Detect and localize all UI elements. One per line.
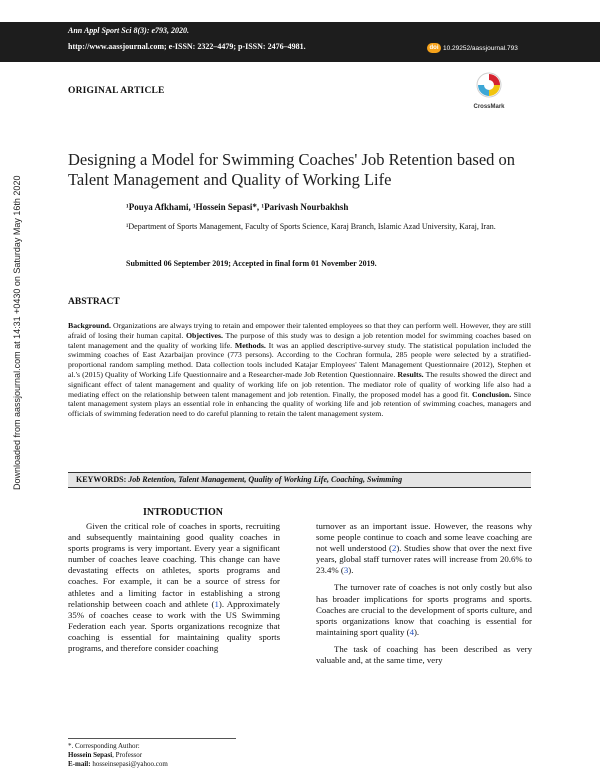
crossmark-icon xyxy=(476,72,502,98)
email-address[interactable]: hosseinsepasi@yahoo.com xyxy=(90,760,168,768)
doi-text[interactable]: 10.29252/aassjournal.793 xyxy=(443,44,518,52)
conclusion-text: Since talent management system plays an essential role in enhancing the quality of working life and job retention of swimming coaches, managers and officials of swimming federation need to do careful planning to retain the talent management system. xyxy=(68,389,531,419)
abstract-heading: ABSTRACT xyxy=(68,297,120,307)
paragraph-text: ). Approximately 35% of coaches cease to work with the US Swimming Federation each year. Sports organizations recognize that coaching is essential for maintaining quality sports programs, and therefore consider coaching xyxy=(68,598,281,654)
results-label: Results. xyxy=(397,369,424,379)
article-type-label: ORIGINAL ARTICLE xyxy=(68,86,165,96)
results-text: The results showed the direct and significant effect of talent management and quality of working life on job retention. The mediator role of quality of working life also had a mediating effect on the relationship between talent management and job retention. Finally, the proposed model has a good fit. xyxy=(68,369,532,399)
intro-paragraph xyxy=(68,521,280,654)
footnote xyxy=(68,742,288,769)
submission-dates: Submitted 06 September 2019; Accepted in final form 01 November 2019. xyxy=(126,259,377,268)
journal-website-issn[interactable]: http://www.aassjournal.com; e-ISSN: 2322–4479; p-ISSN: 2476–4981. xyxy=(68,42,306,51)
intro-paragraph xyxy=(316,582,532,637)
crossmark-label: CrossMark xyxy=(473,104,505,110)
email-line xyxy=(68,760,288,769)
crossmark-badge[interactable] xyxy=(466,72,512,110)
background-text: Organizations are always trying to retain and empower their talented employees so that they can perform well. However, they are still afraid of losing their human capital. xyxy=(68,321,531,340)
paragraph-text: ). Studies show that over the next five years, global staff turnover rates will increase from 20.6% to 23.4% ( xyxy=(316,543,532,576)
doi-icon: doi xyxy=(427,43,441,53)
intro-right-column xyxy=(316,521,532,666)
paragraph-text: Given the critical role of coaches in sports, recruiting and subsequently maintaining good quality coaches in sports programs is very important. Every year a significant number of coaches leave coaching. This change can have devastating effects on athletes, sports programs and coaches. For example, it can be a source of stress for athletes and a limiting factor in establishing a strong relationship between coach and athlete ( xyxy=(68,521,280,609)
paragraph-text: The turnover rate of coaches is not only costly but also has broader implications for sports programs and sports. Coaches are crucial to the development of sports culture, and sports organizations know that coaching is essential for maintaining sport quality ( xyxy=(316,582,532,637)
email-label: E-mail: xyxy=(68,760,91,768)
journal-header-bar xyxy=(0,22,600,62)
objectives-label: Objectives. xyxy=(185,330,223,340)
conclusion-label: Conclusion. xyxy=(471,389,512,399)
citation-link[interactable]: 2 xyxy=(391,543,397,554)
journal-citation: Ann Appl Sport Sci 8(3): e793, 2020. xyxy=(68,26,190,35)
paragraph-text: turnover as an important issue. However, the reasons why some people continue to coach and some leave coaching are not well understood ( xyxy=(316,521,532,554)
introduction-heading: INTRODUCTION xyxy=(143,507,224,518)
paragraph-text: ). xyxy=(413,626,420,637)
author-list: ¹Pouya Afkhami, ¹Hossein Sepasi*, ¹Parivash Nourbakhsh xyxy=(126,202,349,212)
keywords-label: KEYWORDS: xyxy=(76,475,129,484)
intro-paragraph xyxy=(316,521,532,576)
intro-left-column xyxy=(68,521,280,654)
objectives-text: The purpose of this study was to design a job retention model for swimming coaches based on talent management and the quality of working life. xyxy=(68,330,531,350)
citation-link[interactable]: 1 xyxy=(214,598,219,609)
doi-link[interactable] xyxy=(427,39,518,57)
corresponding-label: *. Corresponding Author: xyxy=(68,742,140,750)
footnote-divider xyxy=(68,738,236,739)
corresponding-author xyxy=(68,751,288,760)
keywords-line xyxy=(76,475,402,484)
methods-text: It was an applied descriptive-survey study. The statistical population included the swimming coaches of East Azarbaijan province (773 persons). According to the Cochran formula, 285 people were selected by a stratified-proportional random sampling method. Data collection tools included Katajar Employees' Talent Management Questionnaire (2012), Stephen et al.'s (2015) Quality of Working Life Questionnaire and a Researcher-made Job Retention Questionnaire. xyxy=(68,340,531,379)
article-title: Designing a Model for Swimming Coaches' Job Retention based on Talent Management and Quality of Working Life xyxy=(68,150,516,189)
author-name: Hossein Sepasi xyxy=(68,751,113,759)
citation-link[interactable]: 3 xyxy=(343,565,349,576)
paragraph-text: ). xyxy=(348,565,354,576)
keywords-list: Job Retention, Talent Management, Quality of Working Life, Coaching, Swimming xyxy=(128,475,403,484)
citation-link[interactable]: 4 xyxy=(409,626,414,637)
keywords-box xyxy=(68,472,531,488)
methods-label: Methods. xyxy=(234,340,266,350)
author-role: , Professor xyxy=(112,751,143,759)
abstract-body xyxy=(68,321,531,419)
download-watermark: Downloaded from aassjournal.com at 14:31 +0430 on Saturday May 16th 2020 xyxy=(12,175,22,490)
affiliation: ¹Department of Sports Management, Faculty of Sports Science, Karaj Branch, Islamic Azad University, Karaj, Iran. xyxy=(126,222,496,231)
background-label: Background. xyxy=(68,321,111,330)
intro-paragraph: The task of coaching has been described as very valuable and, at the same time, very xyxy=(316,643,532,666)
